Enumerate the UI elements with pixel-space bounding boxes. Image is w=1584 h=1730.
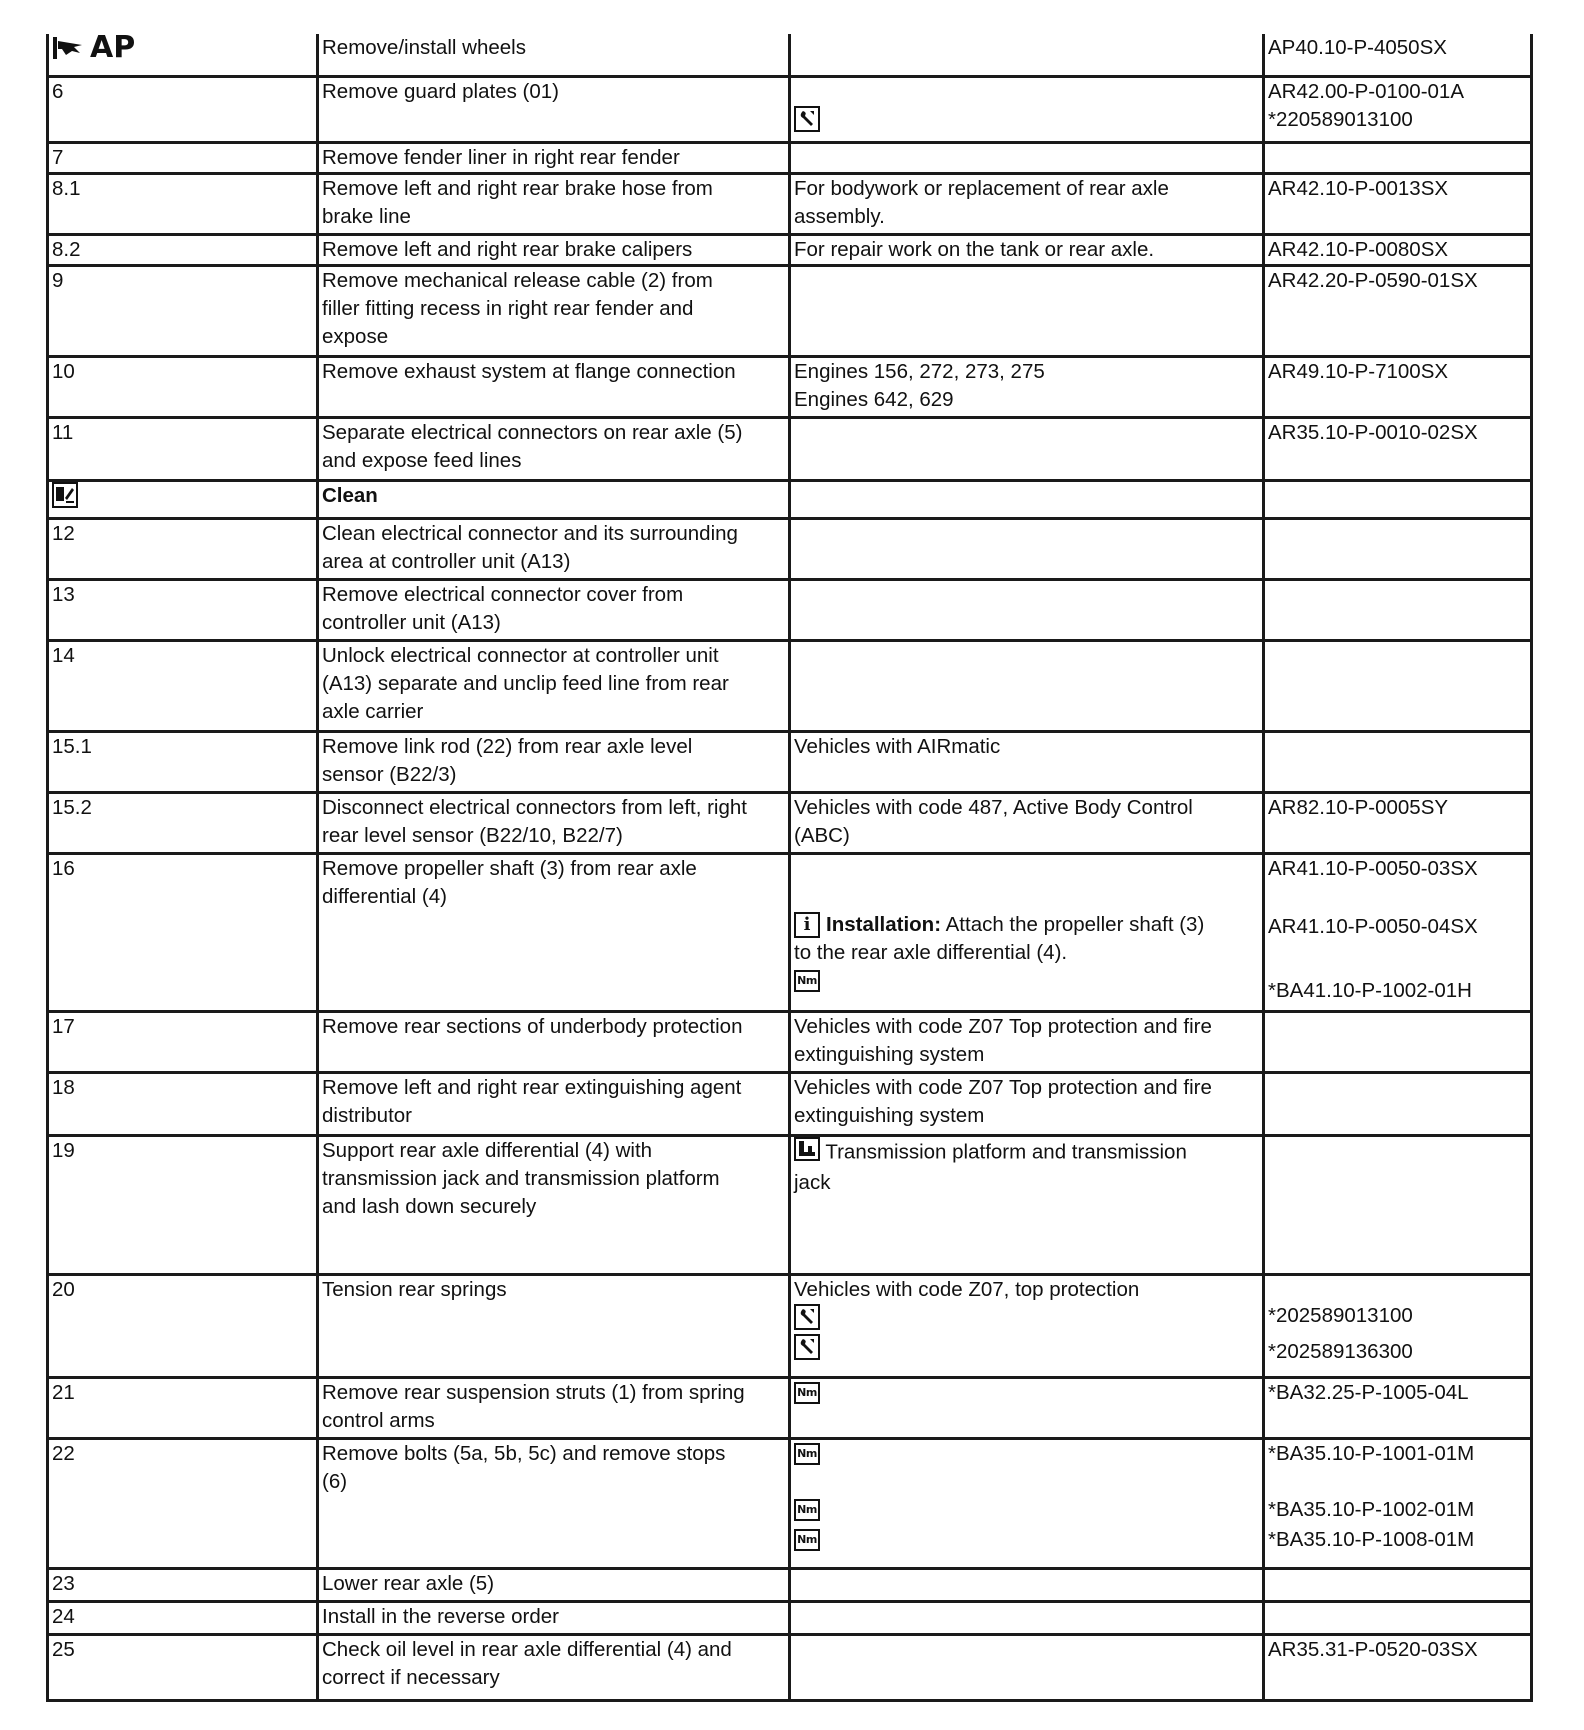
note-cell	[790, 1072, 1264, 1135]
operation-text: Remove left and right rear brake hose from	[322, 176, 713, 200]
reference-cell[interactable]	[1264, 356, 1532, 417]
operation-text: Remove rear sections of underbody protection	[322, 1014, 743, 1038]
table-row	[48, 76, 1532, 142]
step-cell	[48, 518, 318, 579]
operation-text: Remove/install wheels	[322, 36, 526, 59]
operation-cell	[318, 1377, 790, 1438]
table-row	[48, 1011, 1532, 1072]
operation-cell	[318, 1601, 790, 1634]
step-number: 10	[52, 359, 75, 383]
reference-cell	[1264, 1568, 1532, 1601]
operation-text: Disconnect electrical connectors from left, right	[322, 795, 747, 819]
step-cell	[48, 579, 318, 640]
reference-link[interactable]: AR42.20-P-0590-01SX	[1268, 268, 1478, 292]
operation-cell	[318, 792, 790, 853]
note-cell	[790, 640, 1264, 731]
step-cell	[48, 1634, 318, 1700]
table-row	[48, 34, 1532, 76]
step-number: 19	[52, 1138, 75, 1162]
procedure-table	[46, 34, 1533, 1702]
reference-cell[interactable]	[1264, 1438, 1532, 1568]
reference-link[interactable]: *BA32.25-P-1005-04L	[1268, 1380, 1469, 1404]
reference-link[interactable]: *BA35.10-P-1002-01M	[1268, 1497, 1475, 1521]
table-row	[48, 356, 1532, 417]
step-number: 25	[52, 1637, 75, 1661]
step-number: 24	[52, 1604, 75, 1628]
note-text: Vehicles with code Z07 Top protection and fire	[794, 1075, 1212, 1099]
table-row	[48, 792, 1532, 853]
note-text: For repair work on the tank or rear axle.	[794, 237, 1155, 261]
note-cell	[790, 518, 1264, 579]
note-text: For bodywork or replacement of rear axle	[794, 176, 1169, 200]
operation-text: Remove rear suspension struts (1) from spring	[322, 1380, 745, 1404]
note-cell	[790, 1377, 1264, 1438]
note-text: Engines 642, 629	[794, 387, 954, 411]
note-cell	[790, 34, 1264, 76]
reference-cell	[1264, 1011, 1532, 1072]
step-number: 7	[52, 145, 64, 169]
operation-text: Check oil level in rear axle differential (4) and	[322, 1637, 732, 1661]
step-cell	[48, 480, 318, 518]
operation-cell	[318, 1072, 790, 1135]
operation-text: axle carrier	[322, 699, 424, 723]
step-number: 6	[52, 79, 64, 103]
operation-text: transmission jack and transmission platform	[322, 1166, 720, 1190]
operation-cell	[318, 417, 790, 480]
ap-marker	[52, 34, 136, 65]
operation-text: (A13) separate and unclip feed line from rear	[322, 671, 729, 695]
note-cell	[790, 76, 1264, 142]
table-row	[48, 579, 1532, 640]
operation-text: Support rear axle differential (4) with	[322, 1138, 653, 1162]
step-cell	[48, 792, 318, 853]
torque-icon[interactable]: Nm	[794, 1382, 820, 1404]
note-cell	[790, 1438, 1264, 1568]
note-cell	[790, 1135, 1264, 1274]
reference-cell[interactable]	[1264, 1274, 1532, 1377]
table-row	[48, 1568, 1532, 1601]
note-cell	[790, 417, 1264, 480]
section-heading: Clean	[322, 483, 378, 507]
note-text: Vehicles with code Z07 Top protection and fire	[794, 1014, 1212, 1038]
reference-cell[interactable]	[1264, 792, 1532, 853]
operation-text: Remove link rod (22) from rear axle level	[322, 734, 693, 758]
procedure-document	[46, 34, 1533, 1702]
operation-text: Remove electrical connector cover from	[322, 582, 684, 606]
operation-cell	[318, 234, 790, 265]
table-row	[48, 1601, 1532, 1634]
torque-icon[interactable]: Nm	[794, 1499, 820, 1521]
note-cell	[790, 579, 1264, 640]
note-text: Transmission platform and transmission	[825, 1139, 1187, 1163]
reference-cell[interactable]	[1264, 1377, 1532, 1438]
step-number: 22	[52, 1441, 75, 1465]
equipment-icon[interactable]	[794, 1137, 820, 1169]
operation-cell	[318, 518, 790, 579]
operation-text: brake line	[322, 204, 411, 228]
step-cell	[48, 234, 318, 265]
operation-cell	[318, 853, 790, 1011]
reference-cell[interactable]	[1264, 853, 1532, 1011]
step-cell	[48, 1438, 318, 1568]
operation-text: rear level sensor (B22/10, B22/7)	[322, 823, 623, 847]
reference-cell	[1264, 142, 1532, 173]
operation-cell	[318, 1274, 790, 1377]
operation-text: correct if necessary	[322, 1665, 500, 1689]
operation-text: Remove bolts (5a, 5b, 5c) and remove stops	[322, 1441, 726, 1465]
reference-link[interactable]: *BA35.10-P-1008-01M	[1268, 1527, 1475, 1551]
step-number: 16	[52, 856, 75, 880]
operation-text: filler fitting recess in right rear fender and	[322, 296, 694, 320]
step-number: 13	[52, 582, 75, 606]
operation-text: Unlock electrical connector at controller unit	[322, 643, 719, 667]
operation-text: and lash down securely	[322, 1194, 537, 1218]
step-number: 15.2	[52, 795, 92, 819]
table-row	[48, 1377, 1532, 1438]
reference-link[interactable]: AR42.10-P-0013SX	[1268, 176, 1449, 200]
reference-cell	[1264, 480, 1532, 518]
clean-icon	[52, 482, 78, 516]
reference-link[interactable]: AR49.10-P-7100SX	[1268, 359, 1449, 383]
operation-text: and expose feed lines	[322, 448, 522, 472]
operation-cell	[318, 640, 790, 731]
table-row	[48, 518, 1532, 579]
operation-cell	[318, 579, 790, 640]
note-cell	[790, 1011, 1264, 1072]
operation-text: Install in the reverse order	[322, 1604, 560, 1628]
reference-link[interactable]: AR42.10-P-0080SX	[1268, 237, 1449, 261]
step-cell	[48, 640, 318, 731]
note-text: Vehicles with code 487, Active Body Control	[794, 795, 1193, 819]
tool-icon[interactable]	[794, 1334, 820, 1368]
reference-link[interactable]: AR35.10-P-0010-02SX	[1268, 420, 1478, 444]
tool-icon[interactable]	[794, 106, 820, 140]
operation-cell	[318, 265, 790, 356]
operation-text: Remove fender liner in right rear fender	[322, 145, 680, 169]
note-text: assembly.	[794, 204, 885, 228]
note-cell	[790, 480, 1264, 518]
step-cell	[48, 76, 318, 142]
torque-icon[interactable]: Nm	[794, 1443, 820, 1465]
step-number: 8.1	[52, 176, 81, 200]
table-row	[48, 1634, 1532, 1700]
reference-cell[interactable]	[1264, 234, 1532, 265]
table-row	[48, 1274, 1532, 1377]
operation-text: controller unit (A13)	[322, 610, 501, 634]
reference-cell[interactable]	[1264, 265, 1532, 356]
reference-cell[interactable]	[1264, 34, 1532, 76]
table-row	[48, 142, 1532, 173]
note-cell	[790, 234, 1264, 265]
operation-text: Remove guard plates (01)	[322, 79, 560, 103]
operation-cell	[318, 1135, 790, 1274]
reference-link[interactable]: AR82.10-P-0005SY	[1268, 795, 1449, 819]
reference-cell	[1264, 518, 1532, 579]
note-cell	[790, 731, 1264, 792]
table-row	[48, 1438, 1532, 1568]
note-cell	[790, 173, 1264, 234]
step-cell	[48, 853, 318, 1011]
note-cell	[790, 1601, 1264, 1634]
table-row	[48, 853, 1532, 1011]
step-number: 12	[52, 521, 75, 545]
step-number: 11	[52, 420, 74, 444]
note-text: Engines 156, 272, 273, 275	[794, 359, 1045, 383]
step-cell	[48, 1011, 318, 1072]
step-number: 9	[52, 268, 64, 292]
step-cell	[48, 731, 318, 792]
table-row	[48, 640, 1532, 731]
step-number: 21	[52, 1380, 75, 1404]
reference-link[interactable]: AR41.10-P-0050-03SX	[1268, 856, 1478, 880]
operation-text: expose	[322, 324, 389, 348]
reference-cell	[1264, 579, 1532, 640]
reference-cell[interactable]	[1264, 173, 1532, 234]
operation-text: area at controller unit (A13)	[322, 549, 571, 573]
step-number: 15.1	[52, 734, 92, 758]
operation-text: Remove exhaust system at flange connection	[322, 359, 736, 383]
note-cell	[790, 1274, 1264, 1377]
step-cell	[48, 1377, 318, 1438]
step-cell	[48, 265, 318, 356]
reference-cell[interactable]	[1264, 1634, 1532, 1700]
table-row	[48, 265, 1532, 356]
note-cell	[790, 265, 1264, 356]
tool-number[interactable]: *202589136300	[1268, 1339, 1413, 1363]
table-row	[48, 1072, 1532, 1135]
reference-cell	[1264, 1601, 1532, 1634]
operation-cell	[318, 1568, 790, 1601]
step-cell	[48, 1568, 318, 1601]
reference-link[interactable]: *BA35.10-P-1001-01M	[1268, 1441, 1475, 1465]
operation-cell	[318, 356, 790, 417]
table-row	[48, 480, 1532, 518]
reference-cell[interactable]	[1264, 417, 1532, 480]
table-row	[48, 731, 1532, 792]
table-row	[48, 1135, 1532, 1274]
note-cell	[790, 142, 1264, 173]
operation-cell	[318, 173, 790, 234]
tool-icon[interactable]	[794, 1304, 820, 1338]
reference-link[interactable]: AR35.31-P-0520-03SX	[1268, 1637, 1478, 1661]
reference-cell[interactable]	[1264, 76, 1532, 142]
reference-link[interactable]: AP40.10-P-4050SX	[1268, 36, 1447, 59]
operation-cell	[318, 142, 790, 173]
note-text: to the rear axle differential (4).	[794, 940, 1068, 964]
step-cell	[48, 1274, 318, 1377]
ap-label: AP	[90, 34, 136, 65]
torque-icon[interactable]: Nm	[794, 1529, 820, 1551]
step-number: 18	[52, 1075, 75, 1099]
note-cell	[790, 853, 1264, 1011]
note-text: Vehicles with code Z07, top protection	[794, 1277, 1140, 1301]
operation-text: sensor (B22/3)	[322, 762, 457, 786]
step-number: 17	[52, 1014, 75, 1038]
operation-text: Separate electrical connectors on rear axle (5)	[322, 420, 743, 444]
note-text: extinguishing system	[794, 1103, 985, 1127]
operation-text: Remove left and right rear brake calipers	[322, 237, 693, 261]
step-cell	[48, 356, 318, 417]
note-cell	[790, 792, 1264, 853]
note-cell	[790, 1568, 1264, 1601]
reference-link[interactable]: AR41.10-P-0050-04SX	[1268, 914, 1478, 938]
note-text: Vehicles with AIRmatic	[794, 734, 1001, 758]
torque-icon[interactable]: Nm	[794, 970, 820, 992]
operation-text: (6)	[322, 1469, 348, 1493]
operation-cell	[318, 1438, 790, 1568]
step-cell	[48, 1072, 318, 1135]
note-text: extinguishing system	[794, 1042, 985, 1066]
note-cell	[790, 1634, 1264, 1700]
reference-cell	[1264, 731, 1532, 792]
note-text: Attach the propeller shaft (3)	[945, 912, 1205, 936]
operation-cell	[318, 480, 790, 518]
tool-number[interactable]: *202589013100	[1268, 1303, 1413, 1327]
operation-cell	[318, 1634, 790, 1700]
step-number: 14	[52, 643, 75, 667]
operation-text: Lower rear axle (5)	[322, 1571, 495, 1595]
step-number: 23	[52, 1571, 75, 1595]
operation-text: distributor	[322, 1103, 413, 1127]
reference-cell	[1264, 1072, 1532, 1135]
reference-cell	[1264, 640, 1532, 731]
step-cell	[48, 417, 318, 480]
table-row	[48, 173, 1532, 234]
operation-text: Clean electrical connector and its surrounding	[322, 521, 738, 545]
reference-link[interactable]: AR42.00-P-0100-01A	[1268, 79, 1465, 103]
step-number: 20	[52, 1277, 75, 1301]
operation-cell	[318, 34, 790, 76]
operation-text: Tension rear springs	[322, 1277, 507, 1301]
operation-cell	[318, 731, 790, 792]
operation-text: Remove mechanical release cable (2) from	[322, 268, 713, 292]
installation-label: Installation:	[826, 912, 942, 936]
note-text: jack	[794, 1170, 831, 1194]
operation-text: control arms	[322, 1408, 435, 1432]
table-row	[48, 417, 1532, 480]
step-cell	[48, 173, 318, 234]
info-icon: i	[794, 912, 820, 938]
hand-pointer-icon	[52, 35, 88, 61]
step-number: 8.2	[52, 237, 81, 261]
operation-cell	[318, 76, 790, 142]
step-cell	[48, 142, 318, 173]
step-cell	[48, 1135, 318, 1274]
tool-number[interactable]: *220589013100	[1268, 107, 1413, 131]
operation-text: differential (4)	[322, 884, 447, 908]
operation-text: Remove left and right rear extinguishing agent	[322, 1075, 742, 1099]
step-cell	[48, 34, 318, 76]
table-row	[48, 234, 1532, 265]
note-text: (ABC)	[794, 823, 850, 847]
note-cell	[790, 356, 1264, 417]
reference-cell	[1264, 1135, 1532, 1274]
operation-cell	[318, 1011, 790, 1072]
step-cell	[48, 1601, 318, 1634]
operation-text: Remove propeller shaft (3) from rear axle	[322, 856, 697, 880]
reference-link[interactable]: *BA41.10-P-1002-01H	[1268, 978, 1472, 1002]
